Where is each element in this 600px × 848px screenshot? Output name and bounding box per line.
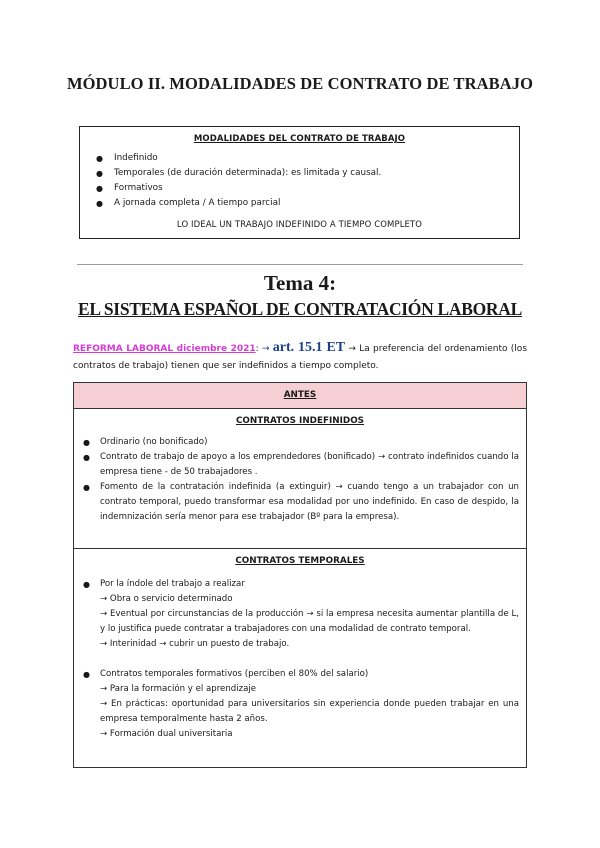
tema-heading: Tema 4:: [263, 271, 337, 295]
intro-paragraph: REFORMA LABORAL diciembre 2021: → art. 15.1 ET → La preferencia del ordenamiento (los contratos de trabajo) tienen que ser indefinidos a tiempo completo.: [73, 340, 528, 371]
contracts-table: [73, 382, 527, 768]
list-item: ● Indefinido: [96, 151, 381, 166]
reforma-label: REFORMA LABORAL diciembre 2021: [73, 344, 256, 354]
list-item: ● Fomento de la contratación indefinida (a extinguir) → cuando tengo a un trabajador con un contrato temporal, puedo transformar esa modalidad por uno indefinido. En caso de despido, la indemnización sería menor para ese trabajador (Bº para la empresa).: [83, 482, 519, 522]
bullet-icon: ●: [83, 453, 90, 462]
bullet-icon: ●: [96, 154, 103, 163]
indefinidos-list: [83, 435, 519, 525]
temporales-title: CONTRATOS TEMPORALES: [235, 556, 365, 566]
tema-subtitle: EL SISTEMA ESPAÑOL DE CONTRATACIÓN LABORAL: [78, 299, 522, 319]
modalidades-footer: LO IDEAL UN TRABAJO INDEFINIDO A TIEMPO COMPLETO: [176, 220, 423, 230]
modalidades-box: [79, 126, 520, 239]
intro-text: La preferencia del ordenamiento (los contratos de trabajo) tienen que ser indefinidos a tiempo completo.: [73, 344, 528, 371]
bullet-icon: ●: [83, 483, 90, 492]
indefinidos-title: CONTRATOS INDEFINIDOS: [235, 416, 365, 426]
arrow-icon: →: [345, 344, 360, 354]
article-reference: art. 15.1 ET: [272, 340, 346, 355]
arrow-icon: →: [258, 344, 273, 354]
list-item: ● Contrato de trabajo de apoyo a los emprendedores (bonificado) → contrato indefinidos cuando la empresa tiene - de 50 trabajadores .: [83, 452, 519, 477]
modalidades-list: [96, 151, 381, 211]
bullet-icon: ●: [96, 199, 103, 208]
bullet-icon: ●: [83, 438, 90, 447]
module-title: MÓDULO II. MODALIDADES DE CONTRATO DE TRABAJO: [66, 74, 534, 93]
list-item: ● A jornada completa / A tiempo parcial: [96, 196, 381, 211]
table-header-antes: ANTES: [74, 383, 526, 409]
list-item: ● Ordinario (no bonificado): [83, 435, 519, 450]
bullet-icon: ●: [96, 184, 103, 193]
temporales-list: [83, 577, 519, 742]
bullet-icon: ●: [83, 670, 90, 679]
bullet-icon: ●: [83, 580, 90, 589]
table-divider: [74, 548, 526, 549]
modalidades-title: MODALIDADES DEL CONTRATO DE TRABAJO: [193, 134, 406, 144]
list-item: ● Por la índole del trabajo a realizar → Obra o servicio determinado → Eventual por circunstancias de la producción → si la empresa necesita aumentar plantilla de L, y lo justifica puede contratar a trabajadores con una modalidad de contrato temporal. → Interinidad → cubrir un puesto de trabajo.: [83, 579, 519, 649]
list-item: ● Contratos temporales formativos (perciben el 80% del salario) → Para la formación y el aprendizaje → En prácticas: oportunidad para universitarios sin experiencia donde pueden trabajar en una empresa temporalmente hasta 2 años. → Formación dual universitaria: [83, 669, 519, 739]
list-item: ● Temporales (de duración determinada): es limitada y causal.: [96, 166, 381, 181]
horizontal-divider: [77, 264, 523, 265]
list-item: ● Formativos: [96, 181, 381, 196]
bullet-icon: ●: [96, 169, 103, 178]
